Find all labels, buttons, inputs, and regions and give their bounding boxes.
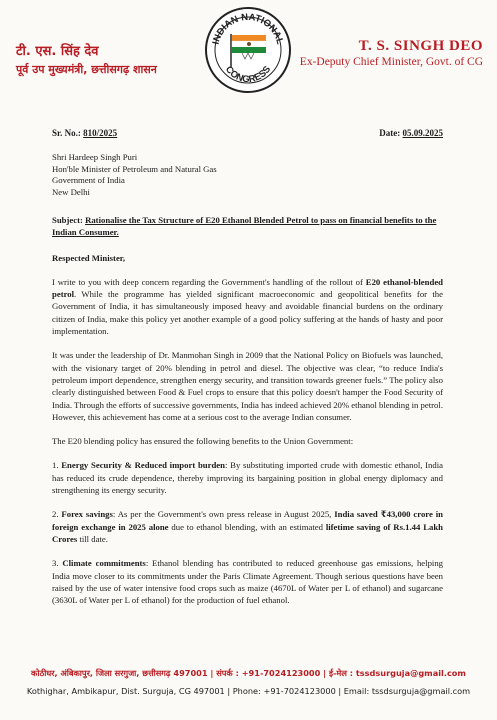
forex-highlight: India saved ₹43,000 crore in foreign exchange in 2025 alone <box>52 509 443 532</box>
serial-value: 810/2025 <box>83 128 118 138</box>
letter-body <box>52 152 443 606</box>
recipient-city: New Delhi <box>52 186 90 197</box>
congress-logo-icon <box>204 6 292 94</box>
svg-text:CONGRESS: CONGRESS <box>222 64 274 86</box>
benefit-point-3: 3. Climate commitments: Ethanol blending has contributed to reduced greenhouse gas emissions, helping India move closer to its commitments under the Paris Climate Agreement. Though serious questions have been raised by the use of water intensive food crops such as maize (4670L of Water per L of ethanol) and sugarcane (3630L of Water per L of ethanol) for the production of fuel ethanol. <box>52 558 444 606</box>
svg-text:INDIAN NATIONAL: INDIAN NATIONAL <box>210 11 286 46</box>
letter-footer <box>0 668 497 696</box>
paragraph-history: It was under the leadership of Dr. Manmohan Singh in 2009 that the National Policy on Biofuels was launched, with the visionary target of 20% blending in petrol and diesel. The objective was clear, “to reduce India's petroleum import dependence, strengthen energy security, and transition towards greener fuels.” The policy also clearly distinguished between Food & Fuel crops to ensure that this policy doesn't hamper the Food Security of India. Through the efforts of successive governments, India has indeed achieved 20% ethanol blending in petrol. However, this achievement has come at a serious cost to the average Indian consumer. <box>52 350 443 422</box>
recipient-designation: Hon'ble Minister of Petroleum and Natural Gas <box>52 163 217 174</box>
serial-number <box>52 128 117 138</box>
lifetime-saving-highlight: lifetime saving of Rs.1.44 Lakh Crores <box>52 521 443 544</box>
e20-highlight: E20 ethanol-blended petrol <box>52 276 444 300</box>
recipient-address <box>52 152 443 198</box>
date-label: Date: <box>379 128 403 138</box>
footer-english: Kothighar, Ambikapur, Dist. Surguja, CG 497001 | Phone: +91-7024123000 | Email: tssdsurguja@gmail.com <box>26 686 471 696</box>
subject-text: Rationalise the Tax Structure of E20 Ethanol Blended Petrol to pass on financial benefits to the Indian Consumer. <box>52 215 437 238</box>
benefit-point-2: 2. Forex savings: As per the Government's own press release in August 2025, India saved ₹43,000 crore in foreign exchange in 2025 alone due to ethanol blending, with an estimated lifetime saving of Rs.1.44 Lakh Crores till date. <box>52 509 443 544</box>
footer-hindi: कोठीघर, अंबिकापुर, जिला सरगुजा, छत्तीसगढ़ 497001 | संपर्क : +91-7024123000 | ई-मेल : tssdsurguja@gmail.com <box>31 668 466 678</box>
sender-title: Ex-Deputy Chief Minister, Govt. of CG <box>299 56 483 68</box>
date-value: 05.09.2025 <box>402 128 443 138</box>
benefit-title-1: Energy Security & Reduced import burden <box>61 460 225 471</box>
benefit-title-2: Forex savings <box>61 509 113 520</box>
hindi-letterhead <box>16 44 157 78</box>
recipient-organization: Government of India <box>52 175 125 185</box>
recipient-name: Shri Hardeep Singh Puri <box>52 152 138 162</box>
benefit-point-1: 1. Energy Security & Reduced import burden: By substituting imported crude with domestic ethanol, India has reduced its crude dependence, thereby improving its bargaining position in global energy diplomacy and strengthening its energy security. <box>52 460 443 496</box>
english-letterhead <box>300 38 483 68</box>
paragraph-intro: I write to you with deep concern regarding the Government's handling of the rollout of E20 ethanol-blended petrol. While the programme has yielded significant macroeconomic and geopolitical benefits for the Government of India, it has simultaneously imposed heavy and avoidable financial burdens on the ordinary citizen of India, make this policy yet another example of a good policy suffering at the hands of hasty and poor implementation. <box>52 276 444 337</box>
hindi-name: टी. एस. सिंह देव <box>16 44 99 59</box>
hindi-title: पूर्व उप मुख्यमंत्री, छत्तीसगढ़ शासन <box>16 63 157 76</box>
letter-date <box>379 128 443 138</box>
paragraph-benefits-intro: The E20 blending policy has ensured the following benefits to the Union Government: <box>52 436 354 447</box>
sender-name: T. S. SINGH DEO <box>358 38 483 54</box>
salutation: Respected Minister, <box>52 252 126 263</box>
subject-line <box>52 214 443 239</box>
serial-label: Sr. No.: <box>52 128 84 138</box>
subject-label: Subject: <box>52 215 86 225</box>
benefit-title-3: Climate commitments <box>62 558 146 569</box>
